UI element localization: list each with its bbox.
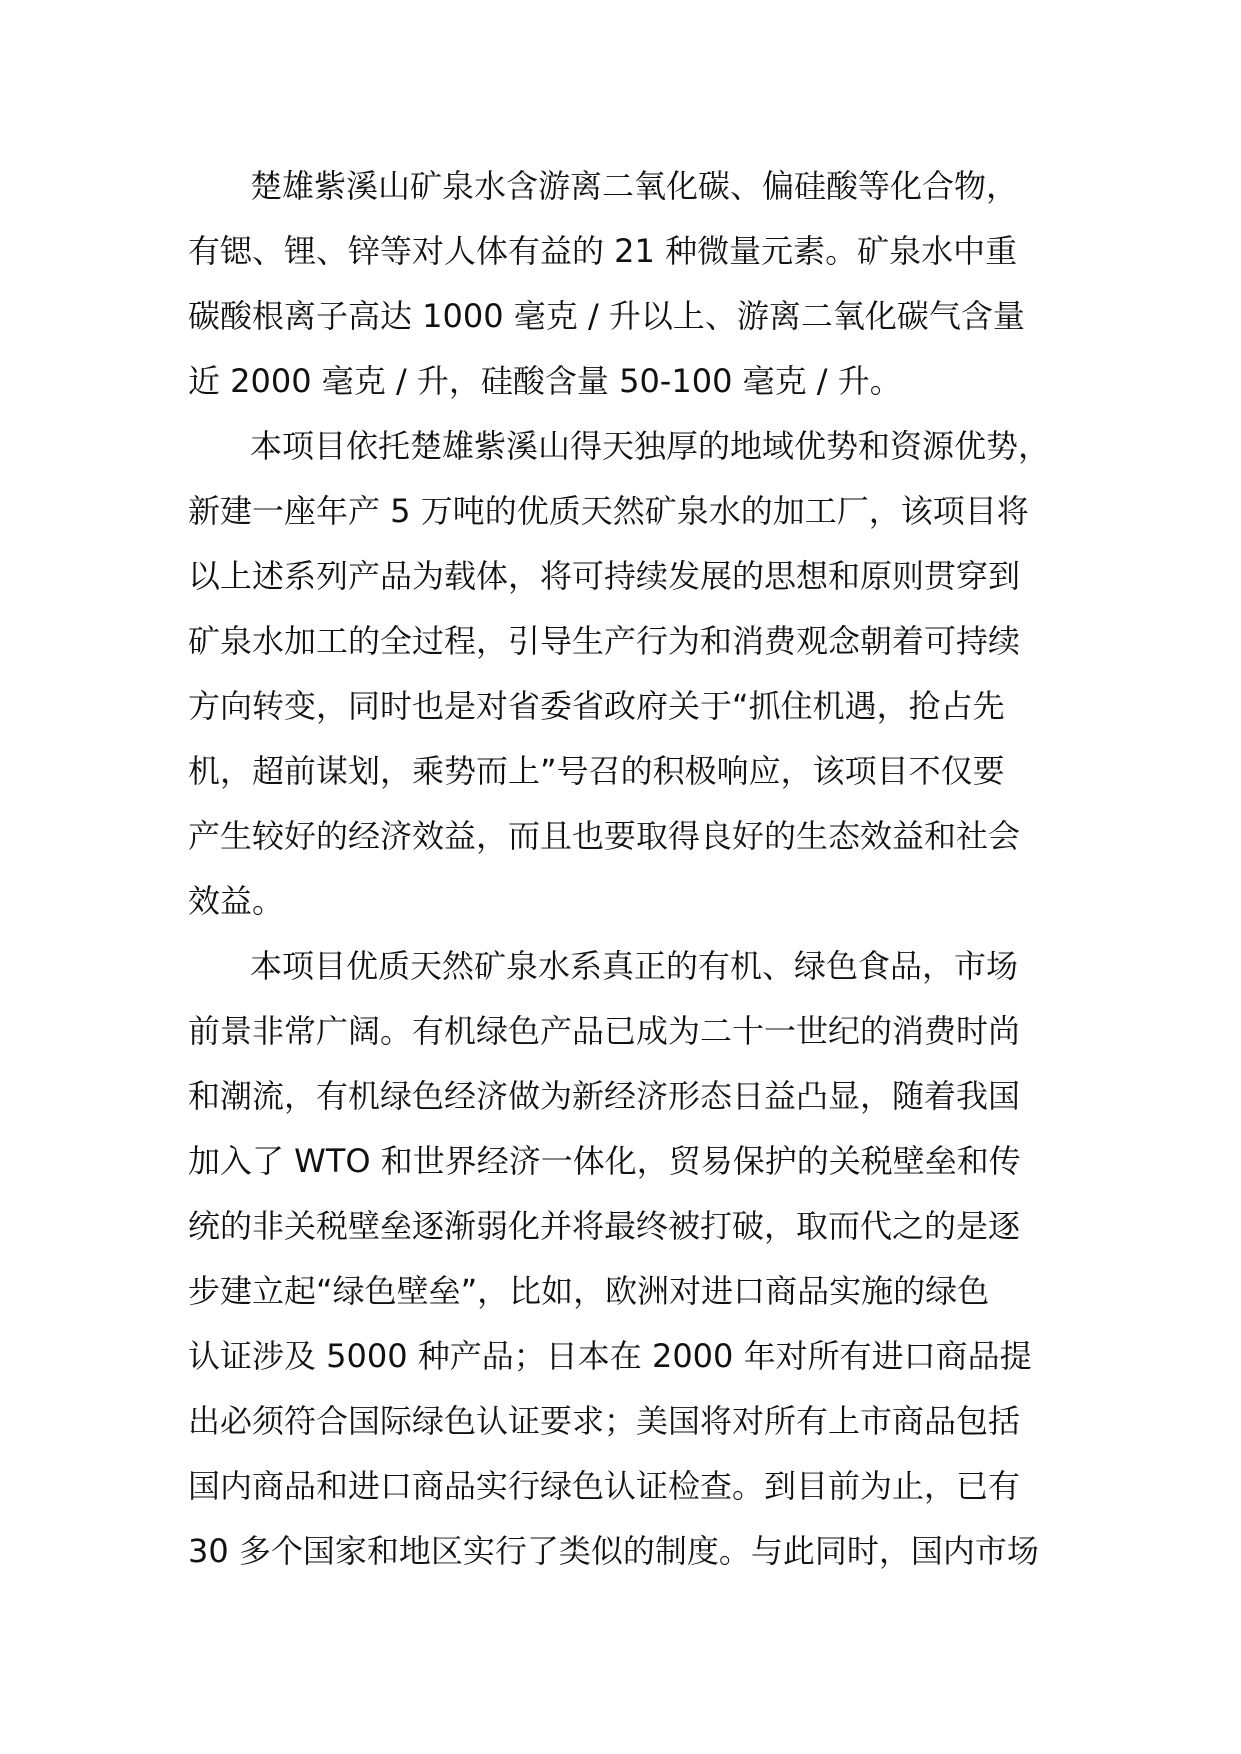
paragraph-2-line-1: 本项目依托楚雄紫溪山得天独厚的地域优势和资源优势，	[250, 427, 1051, 465]
paragraph-3-line-10: 30 多个国家和地区实行了类似的制度。与此同时，国内市场	[188, 1532, 1039, 1570]
paragraph-1-line-1: 楚雄紫溪山矿泉水含游离二氧化碳、偏硅酸等化合物，	[250, 167, 1019, 205]
paragraph-3-line-5: 统的非关税壁垒逐渐弱化并将最终被打破，取而代之的是逐	[188, 1207, 1021, 1245]
paragraph-2-line-2: 新建一座年产 5 万吨的优质天然矿泉水的加工厂，该项目将	[188, 492, 1029, 530]
paragraph-3-line-4: 加入了 WTO 和世界经济一体化，贸易保护的关税壁垒和传	[188, 1142, 1021, 1180]
paragraph-3-line-1: 本项目优质天然矿泉水系真正的有机、绿色食品，市场	[250, 947, 1019, 985]
paragraph-2-line-3: 以上述系列产品为载体，将可持续发展的思想和原则贯穿到	[188, 557, 1021, 595]
paragraph-1-line-4: 近 2000 毫克 / 升，硅酸含量 50-100 毫克 / 升。	[188, 362, 902, 400]
paragraph-1-line-3: 碳酸根离子高达 1000 毫克 / 升以上、游离二氧化碳气含量	[188, 297, 1025, 335]
paragraph-3-line-9: 国内商品和进口商品实行绿色认证检查。到目前为止，已有	[188, 1467, 1021, 1505]
paragraph-2-line-5: 方向转变，同时也是对省委省政府关于“抓住机遇，抢占先	[188, 687, 1005, 725]
paragraph-3-line-7: 认证涉及 5000 种产品；日本在 2000 年对所有进口商品提	[188, 1337, 1032, 1375]
paragraph-2-line-4: 矿泉水加工的全过程，引导生产行为和消费观念朝着可持续	[188, 622, 1021, 660]
paragraph-3-line-3: 和潮流，有机绿色经济做为新经济形态日益凸显，随着我国	[188, 1077, 1021, 1115]
paragraph-1-line-2: 有锶、锂、锌等对人体有益的 21 种微量元素。矿泉水中重	[188, 232, 1018, 270]
paragraph-2-line-7: 产生较好的经济效益，而且也要取得良好的生态效益和社会	[188, 817, 1021, 855]
paragraph-3-line-8: 出必须符合国际绿色认证要求；美国将对所有上市商品包括	[188, 1402, 1021, 1440]
paragraph-3-line-2: 前景非常广阔。有机绿色产品已成为二十一世纪的消费时尚	[188, 1012, 1021, 1050]
document-body	[188, 154, 1060, 1584]
paragraph-2-line-6: 机，超前谋划，乘势而上”号召的积极响应，该项目不仅要	[188, 752, 1005, 790]
paragraph-2-line-8: 效益。	[188, 882, 285, 920]
paragraph-3-line-6: 步建立起“绿色壁垒”，比如，欧洲对进口商品实施的绿色	[188, 1272, 990, 1310]
